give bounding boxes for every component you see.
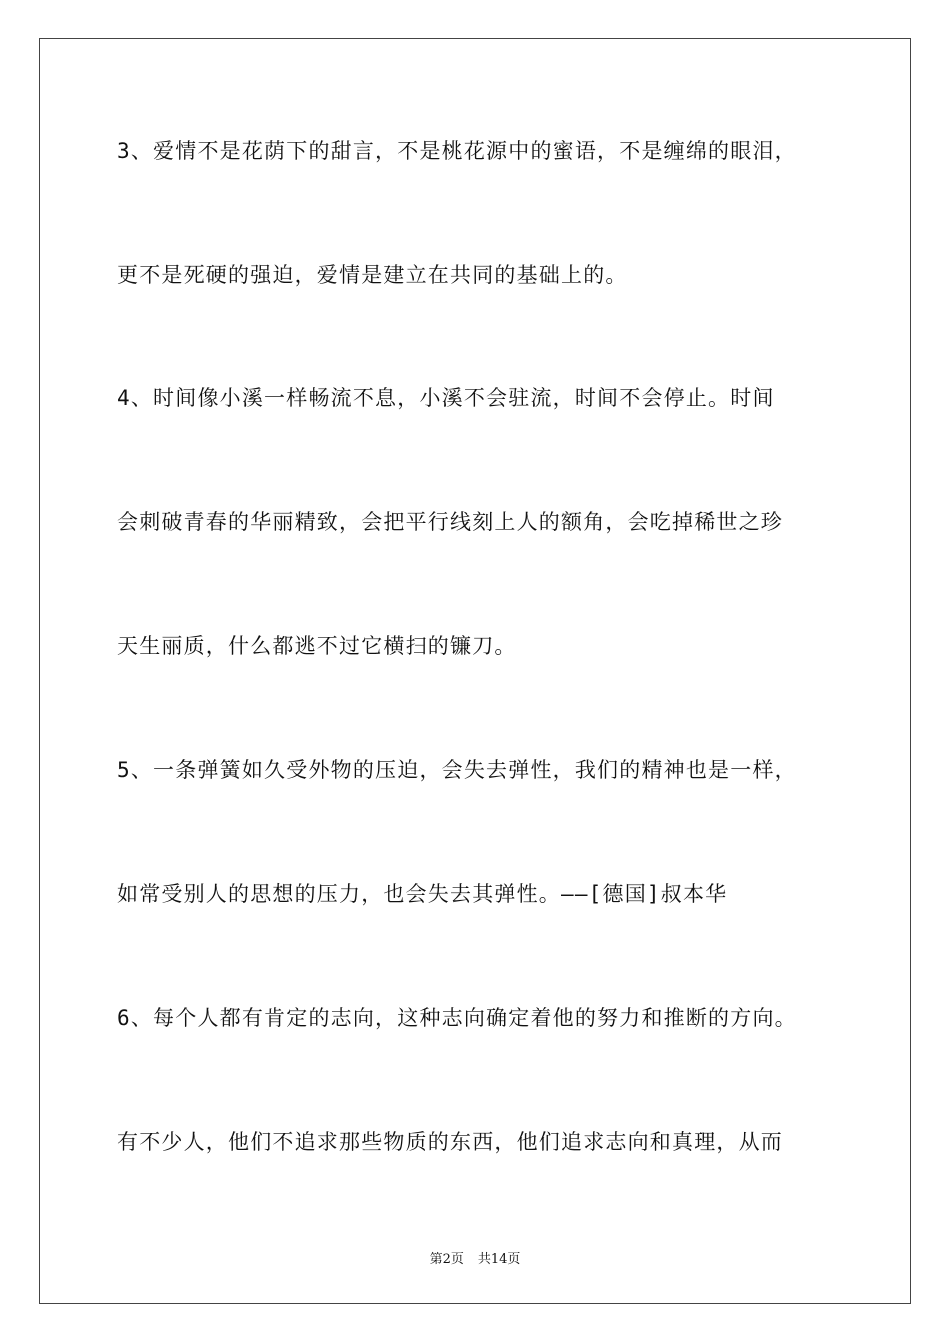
text-line: 6、每个人都有肯定的志向，这种志向确定着他的努力和推断的方向。 — [117, 1006, 797, 1030]
text-line: 如常受别人的思想的压力，也会失去其弹性。——[德国]叔本华 — [117, 882, 728, 906]
text-line: 有不少人，他们不追求那些物质的东西，他们追求志向和真理，从而 — [117, 1130, 783, 1154]
total-page-count: 共14页 — [477, 1252, 521, 1267]
page-frame — [39, 38, 911, 1304]
text-line: 5、一条弹簧如久受外物的压迫，会失去弹性，我们的精神也是一样， — [117, 758, 797, 782]
text-line: 4、时间像小溪一样畅流不息，小溪不会驻流，时间不会停止。时间 — [117, 386, 775, 410]
current-page-number: 第2页 — [429, 1252, 464, 1267]
text-line: 更不是死硬的强迫，爱情是建立在共同的基础上的。 — [117, 263, 628, 287]
page-footer — [0, 1248, 950, 1267]
text-line: 会刺破青春的华丽精致，会把平行线刻上人的额角，会吃掉稀世之珍 — [117, 510, 783, 534]
text-line: 3、爱情不是花荫下的甜言，不是桃花源中的蜜语，不是缠绵的眼泪， — [117, 139, 797, 163]
text-line: 天生丽质，什么都逃不过它横扫的镰刀。 — [117, 634, 517, 658]
